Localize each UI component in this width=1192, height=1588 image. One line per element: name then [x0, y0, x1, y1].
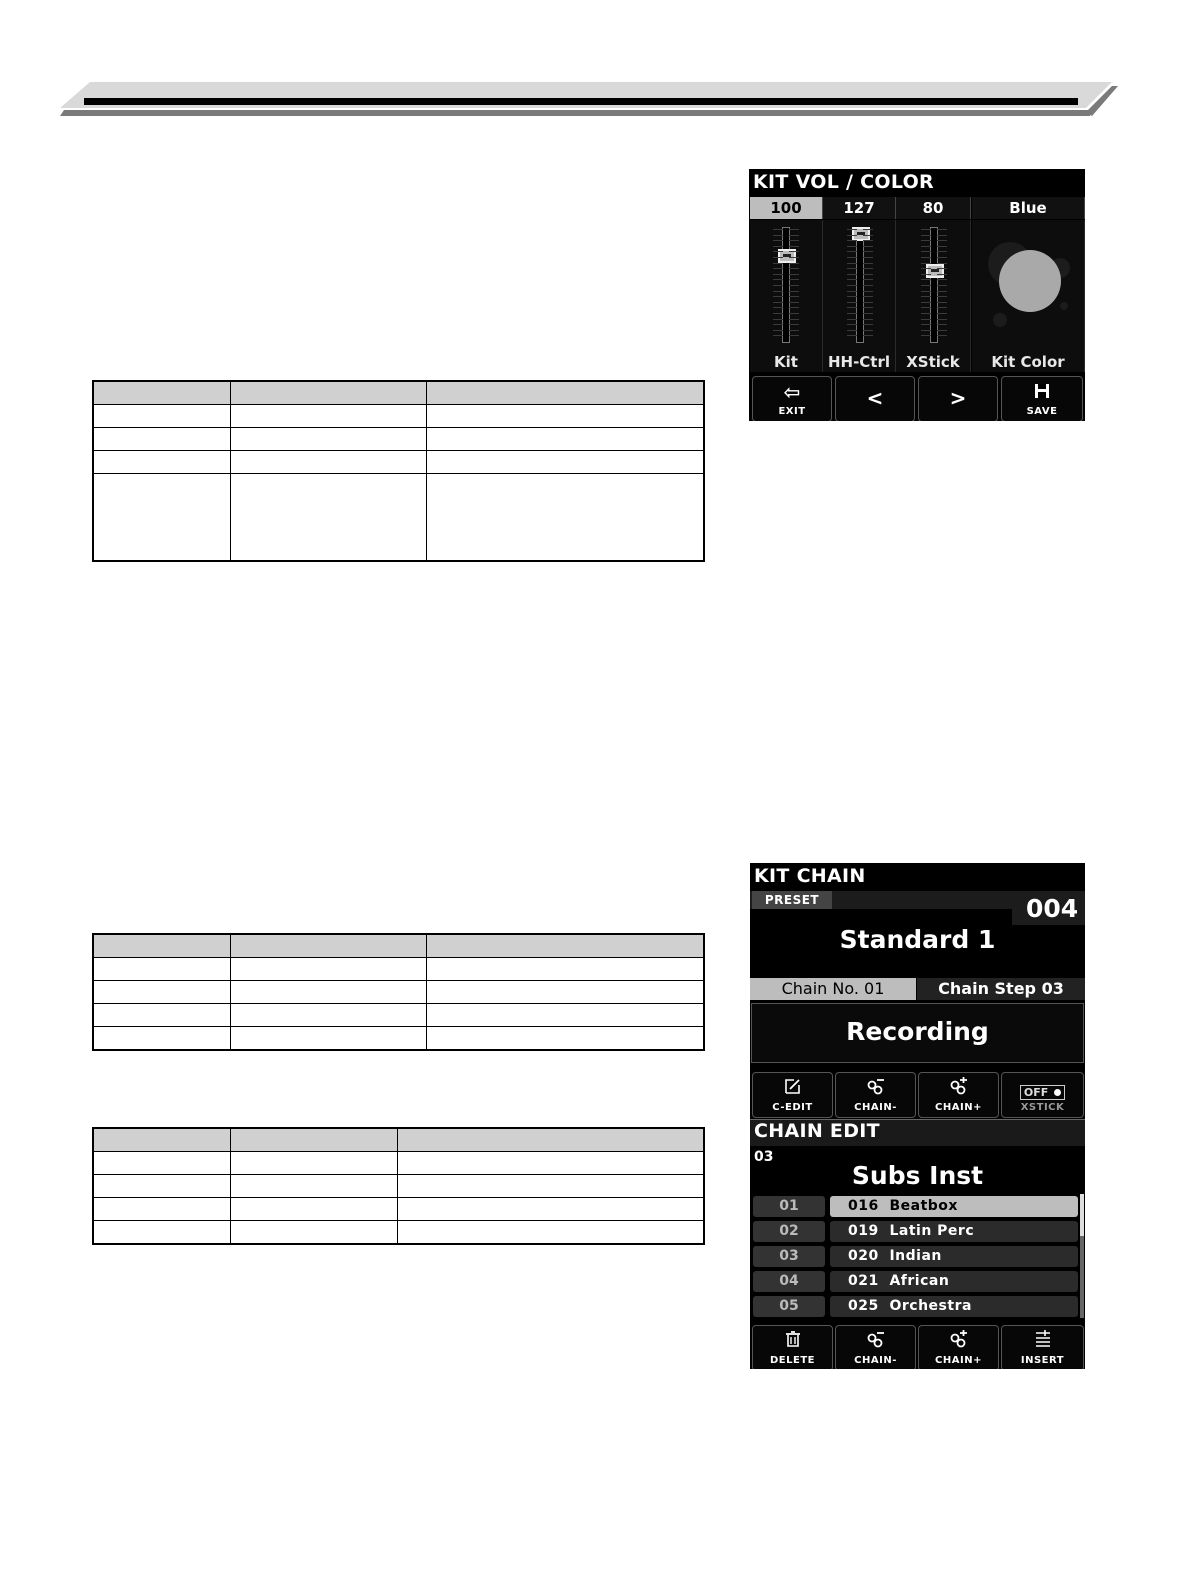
chain-plus-icon	[919, 1077, 998, 1099]
fader-tick	[789, 285, 799, 286]
fader-tick	[937, 229, 947, 230]
chain-list-scroll-thumb[interactable]	[1080, 1194, 1084, 1236]
fader-tick	[921, 335, 931, 336]
fader-tick	[937, 285, 947, 286]
chain-minus-icon	[836, 1330, 915, 1352]
delete-button[interactable]: DELETE	[752, 1325, 833, 1369]
fader-tick	[789, 235, 799, 236]
fader-tick	[789, 291, 799, 292]
off-toggle-icon: OFF	[1002, 1078, 1083, 1100]
fader-tick	[863, 251, 873, 252]
fader-tick	[921, 330, 931, 331]
parameter-table-1	[92, 380, 705, 562]
xstick-toggle-button[interactable]: OFF XSTICK	[1001, 1072, 1084, 1118]
fader-tick	[937, 302, 947, 303]
fader-tick	[789, 319, 799, 320]
fader-tick	[863, 330, 873, 331]
fader-tick	[921, 285, 931, 286]
previous-button[interactable]	[835, 376, 915, 421]
fader-tick	[847, 319, 857, 320]
fader-tick	[847, 257, 857, 258]
fader-tick	[863, 335, 873, 336]
chain-minus-icon	[836, 1077, 915, 1099]
fader-tick	[863, 291, 873, 292]
fader-tick	[937, 319, 947, 320]
fader-tick	[921, 313, 931, 314]
kit-color-label: Kit Color	[991, 353, 1065, 371]
fader-tick	[921, 291, 931, 292]
fader-tick	[847, 240, 857, 241]
fader-tick	[789, 335, 799, 336]
fader-tick	[921, 246, 931, 247]
exit-button[interactable]: ⇦ EXIT	[752, 376, 832, 421]
fader-tick	[847, 246, 857, 247]
fader-tick	[789, 240, 799, 241]
fader-tick	[863, 257, 873, 258]
fader-tick	[863, 246, 873, 247]
fader-tick	[773, 324, 783, 325]
fader-tick	[921, 257, 931, 258]
chain-row-number[interactable]: 01	[753, 1196, 825, 1217]
fader-tick	[863, 285, 873, 286]
fader-tick	[789, 279, 799, 280]
fader-tick	[847, 229, 857, 230]
save-button[interactable]: SAVE	[1001, 376, 1083, 421]
chevron-left-icon: <	[866, 386, 884, 410]
chain-row-kit[interactable]: 016 Beatbox	[830, 1196, 1078, 1217]
fader-tick	[937, 235, 947, 236]
fader-tick	[921, 296, 931, 297]
fader-tick	[789, 302, 799, 303]
chain-row-number[interactable]: 02	[753, 1221, 825, 1242]
fader-tick	[863, 324, 873, 325]
fader-tick	[863, 319, 873, 320]
fader-tick	[773, 263, 783, 264]
xstick-fader-label: XStick	[906, 353, 960, 371]
fader-tick	[789, 324, 799, 325]
xstick-fader-knob[interactable]	[926, 264, 944, 278]
kit-fader-label: Kit	[774, 353, 798, 371]
fader-tick	[789, 330, 799, 331]
fader-tick	[847, 274, 857, 275]
parameter-table-3	[92, 1127, 705, 1245]
fader-tick	[847, 291, 857, 292]
fader-tick	[789, 257, 799, 258]
chain-minus-button[interactable]: CHAIN-	[835, 1072, 916, 1118]
fader-tick	[773, 319, 783, 320]
fader-tick	[847, 307, 857, 308]
save-icon	[1002, 381, 1082, 403]
fader-tick	[937, 335, 947, 336]
fader-tick	[847, 279, 857, 280]
fader-tick	[921, 229, 931, 230]
fader-tick	[773, 330, 783, 331]
exit-icon: ⇦	[783, 380, 801, 404]
fader-tick	[863, 313, 873, 314]
fader-tick	[773, 279, 783, 280]
fader-tick	[847, 235, 857, 236]
parameter-table-2	[92, 933, 705, 1051]
fader-tick	[921, 307, 931, 308]
fader-tick	[847, 296, 857, 297]
chevron-right-icon: >	[949, 386, 967, 410]
fader-tick	[863, 274, 873, 275]
xstick-volume-value[interactable]: 80	[896, 197, 971, 219]
fader-tick	[863, 296, 873, 297]
screen-title: KIT VOL / COLOR	[753, 171, 934, 193]
chain-number-tab[interactable]: Chain No. 01	[750, 978, 916, 1000]
chain-step-tab[interactable]: Chain Step 03	[917, 978, 1085, 1000]
chain-row-number[interactable]: 03	[753, 1246, 825, 1267]
fader-tick	[921, 240, 931, 241]
header-banner	[0, 0, 1192, 130]
fader-tick	[863, 307, 873, 308]
fader-tick	[789, 251, 799, 252]
insert-icon	[1002, 1330, 1083, 1352]
fader-tick	[789, 246, 799, 247]
fader-tick	[773, 307, 783, 308]
fader-tick	[847, 263, 857, 264]
recording-status: Recording	[751, 1003, 1084, 1063]
fader-tick	[773, 246, 783, 247]
chain-row-kit[interactable]: 020 Indian	[830, 1246, 1078, 1267]
fader-tick	[773, 268, 783, 269]
fader-tick	[921, 251, 931, 252]
fader-tick	[921, 235, 931, 236]
fader-tick	[863, 268, 873, 269]
next-button[interactable]	[918, 376, 998, 421]
fader-tick	[937, 307, 947, 308]
kit-name: Standard 1	[839, 925, 996, 954]
fader-tick	[773, 302, 783, 303]
fader-tick	[937, 251, 947, 252]
hh-ctrl-volume-value[interactable]: 127	[823, 197, 896, 219]
kit-color-swatch[interactable]	[972, 224, 1084, 344]
fader-tick	[773, 240, 783, 241]
fader-tick	[863, 302, 873, 303]
chain-edit-minus-button[interactable]: CHAIN-	[835, 1325, 916, 1369]
edit-icon	[753, 1077, 832, 1099]
chain-row-kit[interactable]: 021 African	[830, 1271, 1078, 1292]
chain-step-number: 03	[754, 1149, 774, 1165]
fader-tick	[863, 235, 873, 236]
screen-title: KIT CHAIN	[754, 865, 866, 887]
hh-ctrl-fader-label: HH-Ctrl	[827, 353, 891, 371]
insert-button[interactable]: INSERT	[1001, 1325, 1084, 1369]
fader-tick	[937, 263, 947, 264]
fader-tick	[937, 240, 947, 241]
fader-tick	[789, 307, 799, 308]
fader-tick	[789, 313, 799, 314]
fader-tick	[773, 313, 783, 314]
kit-volume-value[interactable]: 100	[750, 197, 823, 219]
fader-tick	[773, 335, 783, 336]
fader-tick	[863, 240, 873, 241]
kit-chain-screen	[750, 863, 1085, 1369]
chain-row-number[interactable]: 04	[753, 1271, 825, 1292]
fader-tick	[847, 330, 857, 331]
fader-tick	[937, 291, 947, 292]
fader-tick	[773, 291, 783, 292]
fader-tick	[937, 296, 947, 297]
fader-tick	[937, 313, 947, 314]
fader-tick	[921, 319, 931, 320]
chain-row-kit[interactable]: 019 Latin Perc	[830, 1221, 1078, 1242]
fader-tick	[937, 246, 947, 247]
fader-tick	[921, 302, 931, 303]
fader-tick	[847, 302, 857, 303]
chain-edit-subtitle: Subs Inst	[851, 1161, 984, 1190]
fader-tick	[937, 279, 947, 280]
fader-tick	[921, 324, 931, 325]
fader-tick	[847, 313, 857, 314]
fader-tick	[937, 324, 947, 325]
fader-tick	[773, 274, 783, 275]
fader-tick	[921, 263, 931, 264]
fader-tick	[937, 257, 947, 258]
fader-tick	[847, 335, 857, 336]
chain-row-kit[interactable]: 025 Orchestra	[830, 1296, 1078, 1317]
fader-tick	[863, 229, 873, 230]
chain-edit-button[interactable]: C-EDIT	[752, 1072, 833, 1118]
fader-tick	[789, 229, 799, 230]
kit-vol-color-screen	[749, 169, 1085, 421]
kit-number: 004	[1026, 894, 1079, 923]
fader-tick	[773, 285, 783, 286]
fader-tick	[863, 263, 873, 264]
fader-tick	[937, 330, 947, 331]
preset-badge: PRESET	[752, 891, 832, 909]
fader-tick	[937, 274, 947, 275]
fader-tick	[921, 279, 931, 280]
fader-tick	[847, 251, 857, 252]
fader-tick	[789, 296, 799, 297]
fader-tick	[789, 268, 799, 269]
fader-tick	[773, 235, 783, 236]
fader-tick	[773, 251, 783, 252]
chain-row-number[interactable]: 05	[753, 1296, 825, 1317]
fader-tick	[773, 296, 783, 297]
fader-tick	[773, 229, 783, 230]
fader-tick	[921, 268, 931, 269]
chain-edit-title: CHAIN EDIT	[754, 1120, 880, 1142]
trash-icon	[753, 1330, 832, 1352]
fader-tick	[937, 268, 947, 269]
fader-tick	[773, 257, 783, 258]
fader-tick	[847, 285, 857, 286]
fader-tick	[921, 274, 931, 275]
chain-plus-button[interactable]: CHAIN+	[918, 1072, 999, 1118]
kit-color-value[interactable]: Blue	[972, 197, 1085, 219]
fader-tick	[863, 279, 873, 280]
fader-tick	[789, 263, 799, 264]
chain-edit-plus-button[interactable]: CHAIN+	[918, 1325, 999, 1369]
fader-tick	[847, 324, 857, 325]
fader-tick	[847, 268, 857, 269]
chain-plus-icon	[919, 1330, 998, 1352]
fader-tick	[789, 274, 799, 275]
